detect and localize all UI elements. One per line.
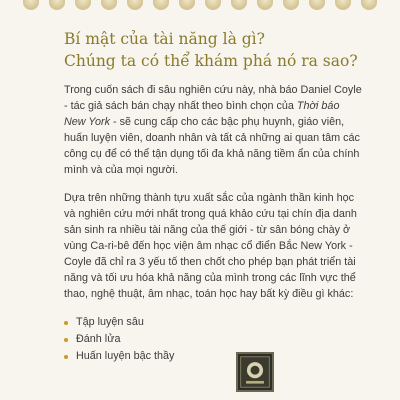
decor-dot xyxy=(75,0,91,10)
book-cover-thumbnail xyxy=(236,352,274,392)
decor-dot xyxy=(361,0,377,10)
paragraph-intro xyxy=(64,82,364,178)
decor-dot xyxy=(101,0,117,10)
bullet-icon xyxy=(64,338,68,342)
decor-dot xyxy=(283,0,299,10)
key-elements-list xyxy=(64,314,364,365)
heading-line-2: Chúng ta có thể khám phá nó ra sao? xyxy=(64,52,358,70)
decor-dot xyxy=(127,0,143,10)
bullet-icon xyxy=(64,321,68,325)
book-emblem-icon xyxy=(238,354,272,390)
decor-dot xyxy=(23,0,39,10)
heading-line-1: Bí mật của tài năng là gì? xyxy=(64,30,265,48)
heading xyxy=(64,28,364,72)
decor-dot xyxy=(179,0,195,10)
list-item-label: Đánh lửa xyxy=(76,333,121,345)
paragraph-intro-text-2: - sẽ cung cấp cho các bậc phụ huynh, giáo viên, huấn luyện viên, doanh nhân và tất cả những ai quan tâm các công cụ để có thể tận dụng tối đa khả năng tiềm ẩn của chính mình và của mọi người. xyxy=(64,116,360,176)
decor-dot xyxy=(49,0,65,10)
list-item xyxy=(64,331,364,348)
decor-dot xyxy=(231,0,247,10)
newspaper-title: Thời báo New York xyxy=(64,100,340,128)
decor-dot xyxy=(335,0,351,10)
list-item xyxy=(64,314,364,331)
paragraph-research: Dựa trên những thành tựu xuất sắc của ngành thần kinh học và nghiên cứu mới nhất trong quá khảo cứu tại chín địa danh sản sinh ra nhiều tài năng của thế giới - từ sân bóng chày ở vùng Ca-ri-bê đến học viện âm nhạc cổ điển Bắc New York - Coyle đã chỉ ra 3 yếu tố then chốt cho phép bạn phát triển tài năng và tối ưu hóa khả năng của mình trong các lĩnh vực thể thao, nghệ thuật, âm nhạc, toán học hay bất kỳ điều gì khác: xyxy=(64,192,357,300)
bullet-icon xyxy=(64,355,68,359)
top-decoration xyxy=(0,0,400,18)
list-item-label: Tập luyện sâu xyxy=(76,316,144,328)
back-cover-text xyxy=(64,28,364,365)
list-item-label: Huấn luyện bậc thầy xyxy=(76,350,175,362)
decor-dot xyxy=(205,0,221,10)
list-item xyxy=(64,348,364,365)
decor-dot xyxy=(153,0,169,10)
paragraph-intro-text-1: Trong cuốn sách đi sâu nghiên cứu này, nhà báo Daniel Coyle - tác giả sách bán chạy nhất theo bình chọn của xyxy=(64,84,362,112)
decor-dot xyxy=(309,0,325,10)
decor-dot xyxy=(257,0,273,10)
